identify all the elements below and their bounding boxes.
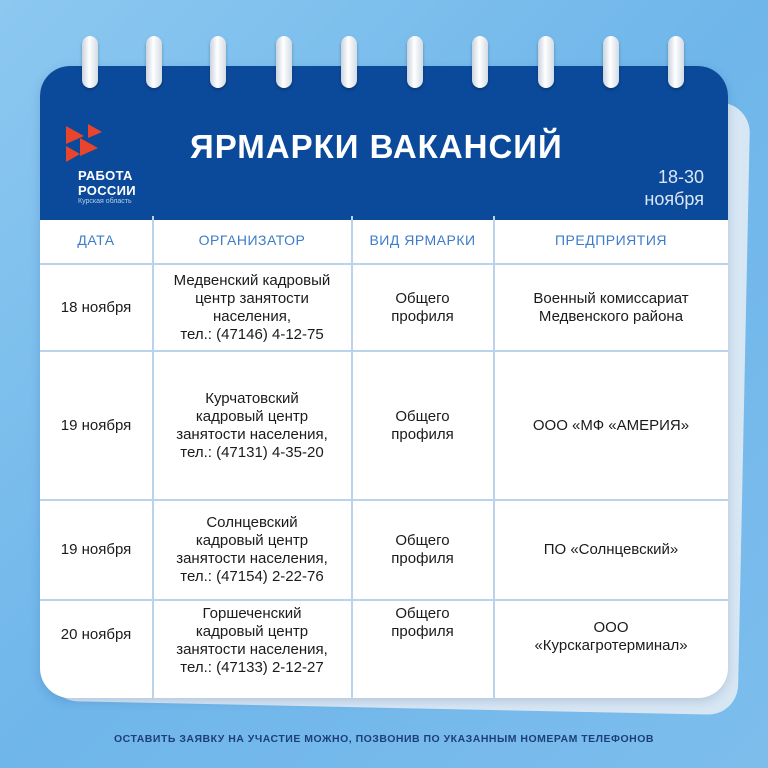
logo-arrows-icon [62,122,118,166]
fair-type-line: Общего [395,407,450,425]
date-cell [40,501,152,599]
fair-type-line: профиля [391,550,454,567]
organizer-cell [153,265,351,350]
company-line: ПО «Солнцевский» [543,541,679,558]
organizer-line: Горшеченский [202,605,302,622]
column-header-date: ДАТА [77,232,115,248]
fair-type-line: профиля [391,425,454,443]
organizer-cell [153,601,351,681]
footer-note: ОСТАВИТЬ ЗАЯВКУ НА УЧАСТИЕ МОЖНО, ПОЗВОНИВ ПО УКАЗАННЫМ НОМЕРАМ ТЕЛЕФОНОВ [113,733,655,745]
fair-type-cell [352,352,493,499]
fair-type-line: профиля [391,308,454,325]
organizer-line: кадровый центр [195,532,309,549]
column-header-fair-type: ВИД ЯРМАРКИ [369,232,476,248]
companies-cell [494,352,728,499]
date-cell [40,601,152,669]
fair-type-line: Общего [395,532,450,549]
date-text: 19 ноября [60,416,132,434]
companies-cell [494,601,728,673]
organizer-line: населения, [212,307,292,325]
rabota-rossii-logo [62,122,172,212]
organizer-line: Курчатовский [205,389,299,407]
company-line: Медвенского района [538,307,684,325]
date-range-month: ноября [644,189,704,209]
fair-type-line: профиля [391,623,454,640]
date-range-days: 18-30 [657,167,704,187]
fair-type-cell [352,501,493,599]
date-text: 20 ноября [60,626,132,643]
organizer-line: центр занятости [195,289,309,307]
organizer-line: занятости населения, [176,641,328,658]
date-text: 19 ноября [60,541,132,558]
companies-cell [494,501,728,599]
organizer-line: кадровый центр [195,407,309,425]
company-line: ООО «МФ «АМЕРИЯ» [532,416,690,434]
organizer-line: Медвенский кадровый [173,271,331,289]
organizer-line: кадровый центр [195,623,309,640]
organizer-phone: тел.: (47154) 2-22-76 [180,568,324,585]
logo-line2: РОССИИ [78,183,136,198]
date-range [644,166,704,210]
logo-line1: РАБОТА [78,168,133,183]
column-header-organizer: ОРГАНИЗАТОР [198,232,306,248]
organizer-phone: тел.: (47133) 2-12-27 [180,659,324,676]
fair-type-cell [352,601,493,645]
date-cell [40,352,152,499]
date-text: 18 ноября [60,298,132,316]
organizer-line: занятости населения, [176,425,328,443]
company-line: «Курскагротерминал» [534,637,688,654]
organizer-phone: тел.: (47131) 4-35-20 [180,443,324,461]
company-line: Военный комиссариат [533,289,689,307]
organizer-line: занятости населения, [176,550,328,567]
logo-region: Курская область [78,198,132,205]
fair-type-line: Общего [395,290,450,307]
organizer-line: Солнцевский [206,514,298,531]
column-header-companies: ПРЕДПРИЯТИЯ [554,232,668,248]
page-title: ЯРМАРКИ ВАКАНСИЙ [190,128,563,165]
organizer-cell [153,352,351,499]
organizer-cell [153,501,351,599]
fair-type-cell [352,265,493,350]
date-cell [40,265,152,350]
company-line: ООО [593,619,629,636]
companies-cell [494,265,728,350]
organizer-phone: тел.: (47146) 4-12-75 [180,325,324,343]
fair-type-line: Общего [395,605,450,622]
